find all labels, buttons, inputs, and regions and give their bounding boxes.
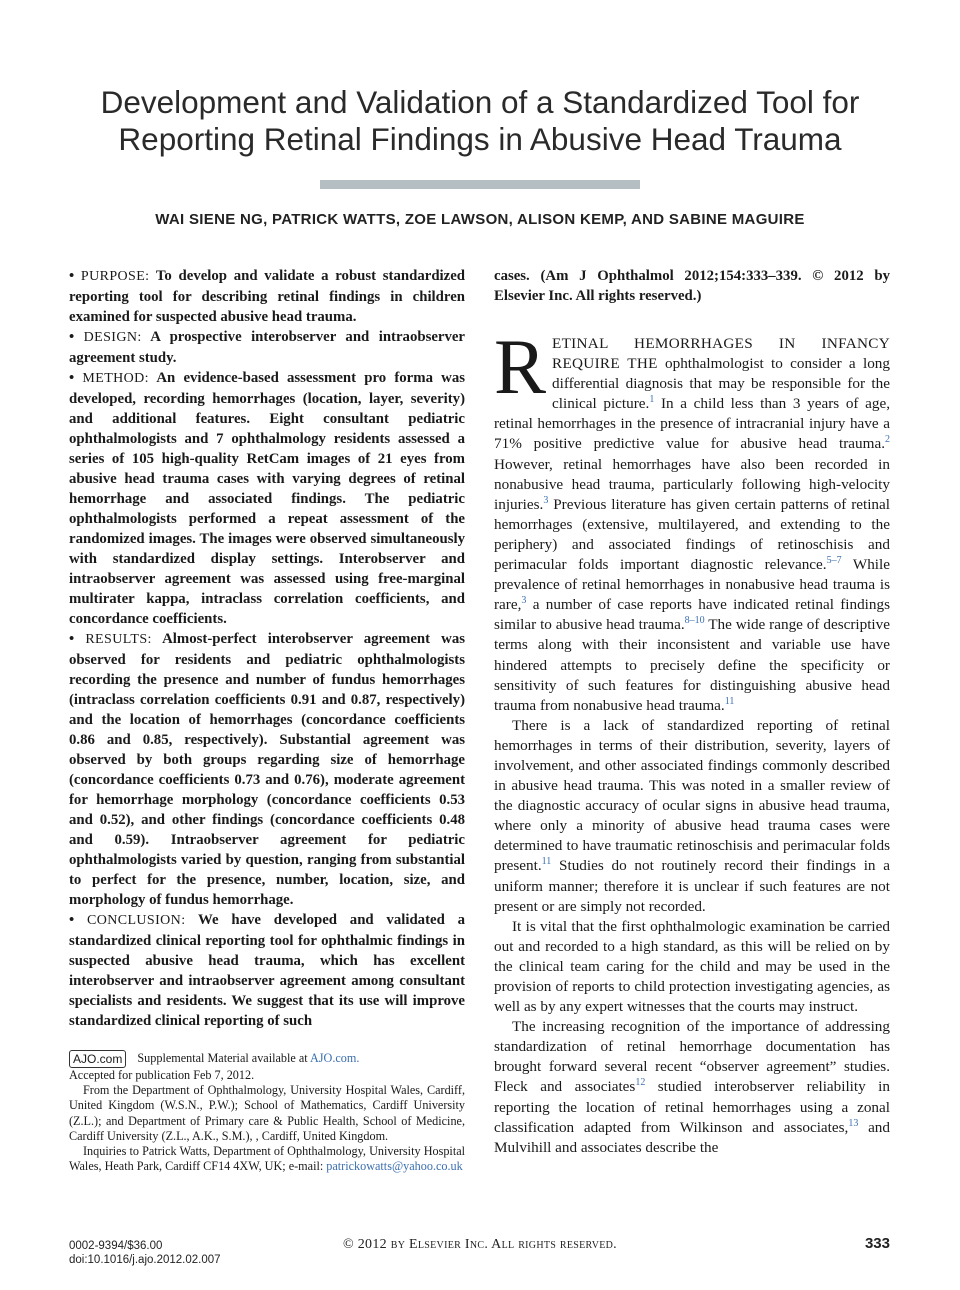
affiliations: From the Department of Ophthalmology, University Hospital Wales, Cardiff, United Kingdom (W.S.N., P.W.); School of Mathematics, Cardiff University (Z.L.); and Department of Primary care & Public Health, School of Medicine, Cardiff University (Z.L., A.K., S.M.), , Cardiff, United Kingdom.	[69, 1083, 465, 1143]
bullet-icon: •	[69, 329, 75, 345]
body-paragraph-2: There is a lack of standardized reporting of retinal hemorrhages in terms of their distribution, severity, layers of involvement, and other associated findings commonly described in abusive head trauma. This was noted in a smaller review of the diagnostic accuracy of ocular signs in abusive head trauma, where only a minority of abusive head trauma cases were determined to have traumatic retinoschisis and perimacular folds present.$^{11}$ Studies do not routinely record their findings in a uniform manner; therefore it is unclear if such features are not present or are simply not recorded.	[494, 716, 890, 915]
design-text: A prospective interobserver and intraobserver agreement study.	[69, 329, 465, 366]
title-line-1: Development and Validation of a Standardized Tool for	[100, 84, 860, 120]
citation-ref[interactable]: 11	[541, 856, 552, 868]
abstract	[69, 266, 465, 1031]
results-label: RESULTS:	[85, 632, 152, 647]
article-body	[494, 266, 890, 1158]
copyright-text: © 2012 by Elsevier Inc. All rights reserved.	[343, 1237, 617, 1252]
conclusion-text: We have developed and validated a standardized clinical reporting tool for ophthalmic findings in suspected abusive head trauma, which has excellent interobserver and intraobserver agreement among consultant specialists and residents. We suggest that its use will improve standardized clinical reporting of such	[69, 912, 465, 1029]
bullet-icon: •	[69, 631, 75, 647]
citation-ref[interactable]: 3	[543, 494, 549, 506]
body-paragraph-1: RETINAL HEMORRHAGES IN INFANCY REQUIRE THE ophthalmologist to consider a long differential diagnosis that may be responsible for the clinical picture.$^1$ In a child less than 3 years of age, retinal hemorrhages in the presence of intracranial injury have a 71% positive predictive value for abusive head trauma.$^2$ However, retinal hemorrhages have also been recorded in nonabusive head trauma, particularly following high-velocity injuries.$^3$ Previous literature has given certain patterns of retinal hemorrhages (extensive, multilayered, and extending to the periphery) and associated findings of retinoschisis and perimacular folds important diagnostic relevance.$^{5-7}$ While prevalence of retinal hemorrhages in nonabusive head trauma is rare,$^3$ a number of case reports have indicated retinal findings similar to abusive head trauma.$^{8-10}$ The wide range of descriptive terms along with their inconsistent and variable use have hindered attempts to precisely define the specificity or sensitivity of such features for distinguishing abusive head trauma from nonabusive head trauma.$^{11}$	[494, 323, 890, 714]
footer-identifiers	[69, 1239, 221, 1267]
conclusion-label: CONCLUSION:	[86, 913, 186, 928]
article-footnotes	[69, 1050, 465, 1174]
abstract-results	[69, 629, 465, 910]
abstract-conclusion	[69, 910, 465, 1031]
citation-ref[interactable]: 2	[885, 434, 890, 446]
issn: 0002-9394/$36.00	[69, 1240, 163, 1252]
purpose-label: PURPOSE:	[80, 269, 150, 284]
author-list: WAI SIENE NG, PATRICK WATTS, ZOE LAWSON, ALISON KEMP, AND SABINE MAGUIRE	[155, 211, 805, 228]
doi: doi:10.1016/j.ajo.2012.02.007	[69, 1254, 221, 1266]
body-paragraph-4: The increasing recognition of the importance of addressing standardization of retinal hemorrhage documentation has brought forward several recent “observer agreement” studies. Fleck and associates$^{12}$ studied interobserver reliability in reporting the location of retinal hemorrhages using a zonal classification adapted from Wilkinson and associates,$^{13}$ and Mulvihill and associates describe the	[494, 1018, 890, 1156]
abstract-method	[69, 368, 465, 629]
accepted-date: Accepted for publication Feb 7, 2012.	[69, 1068, 255, 1082]
supplemental-link[interactable]: AJO.com.	[310, 1050, 360, 1065]
bullet-icon: •	[69, 370, 75, 386]
citation-ref[interactable]: 12	[635, 1077, 646, 1089]
citation-ref[interactable]: 8–10	[684, 615, 705, 627]
body-paragraph-3: It is vital that the first ophthalmologic examination be carried out and recorded to a high standard, as this will be relied on by the clinical team caring for the child and may be used in the provision of reports to child protection investigating agencies, as well as by any expert witnesses that the courts may instruct.	[494, 917, 890, 1016]
lead-in-text: ETINAL HEMORRHAGES IN INFANCY REQUIRE THE	[552, 335, 890, 373]
purpose-text: To develop and validate a robust standardized reporting tool for describing retinal findings in children examined for suspected abusive head trauma.	[69, 268, 466, 325]
citation-ref[interactable]: 11	[724, 695, 735, 707]
abstract-design	[69, 327, 465, 368]
citation-ref[interactable]: 3	[521, 595, 527, 607]
correspondence	[69, 1144, 465, 1174]
supplemental-text: Supplemental Material available at	[137, 1050, 310, 1065]
abstract-purpose	[69, 266, 465, 327]
citation-ref[interactable]: 5–7	[826, 554, 842, 566]
abstract-continuation: cases. (Am J Ophthalmol 2012;154:333–339. © 2012 by Elsevier Inc. All rights reserved.)	[494, 268, 890, 304]
page-number: 333	[864, 1235, 890, 1252]
ajo-logo-icon: AJO.com	[69, 1050, 126, 1068]
results-text: Almost-perfect interobserver agreement was observed for residents and pediatric ophthalmologists recording the presence and number of fundus hemorrhages (intraclass correlation coefficients 0.91 and 0.87, respectively) and the location of hemorrhages (concordance coefficients 0.86 and 0.85, respectively). Substantial agreement was observed by both groups regarding size of hemorrhage (concordance coefficients 0.73 and 0.76), moderate agreement for hemorrhage morphology (concordance coefficients 0.53 and 0.52), and other findings (concordance coefficients 0.48 and 0.59). Intraobserver agreement for pediatric ophthalmologists varied by question, ranging from substantial to perfect for the presence, number, location, size, and morphology of fundus hemorrhage.	[69, 631, 466, 908]
footer-copyright	[300, 1237, 660, 1253]
email-link[interactable]: patrickowatts@yahoo.co.uk	[326, 1159, 463, 1174]
article-title	[40, 84, 920, 158]
inquiries-text: Inquiries to Patrick Watts, Department of Ophthalmology, University Hospital Wales, Heath Park, Cardiff CF14 4XW, UK; e-mail:	[69, 1144, 465, 1174]
bullet-icon: •	[69, 268, 75, 284]
bullet-icon: •	[69, 912, 75, 928]
supplemental-note	[69, 1050, 465, 1068]
title-line-2: Reporting Retinal Findings in Abusive Head Trauma	[118, 121, 842, 157]
design-label: DESIGN:	[83, 330, 142, 345]
citation-ref[interactable]: 13	[848, 1117, 859, 1129]
method-label: METHOD:	[82, 371, 149, 386]
citation-ref[interactable]: 1	[649, 394, 655, 406]
method-text: An evidence-based assessment pro forma was developed, recording hemorrhages (location, layer, severity) and additional features. Eight consultant pediatric ophthalmologists and 7 ophthalmology residents assessed a series of 105 high-quality RetCam images of 21 eyes from abusive head trauma cases with varying degrees of retinal hemorrhage and associated findings. The pediatric ophthalmologists performed a repeat assessment of the randomized images. The images were observed simultaneously with standardized display settings. Interobserver and intraobserver agreement was assessed using free-marginal multirater kappa, intraclass correlation coefficients, and concordance coefficients.	[69, 370, 465, 627]
drop-cap: R	[494, 323, 547, 410]
title-divider-bar	[320, 180, 640, 189]
